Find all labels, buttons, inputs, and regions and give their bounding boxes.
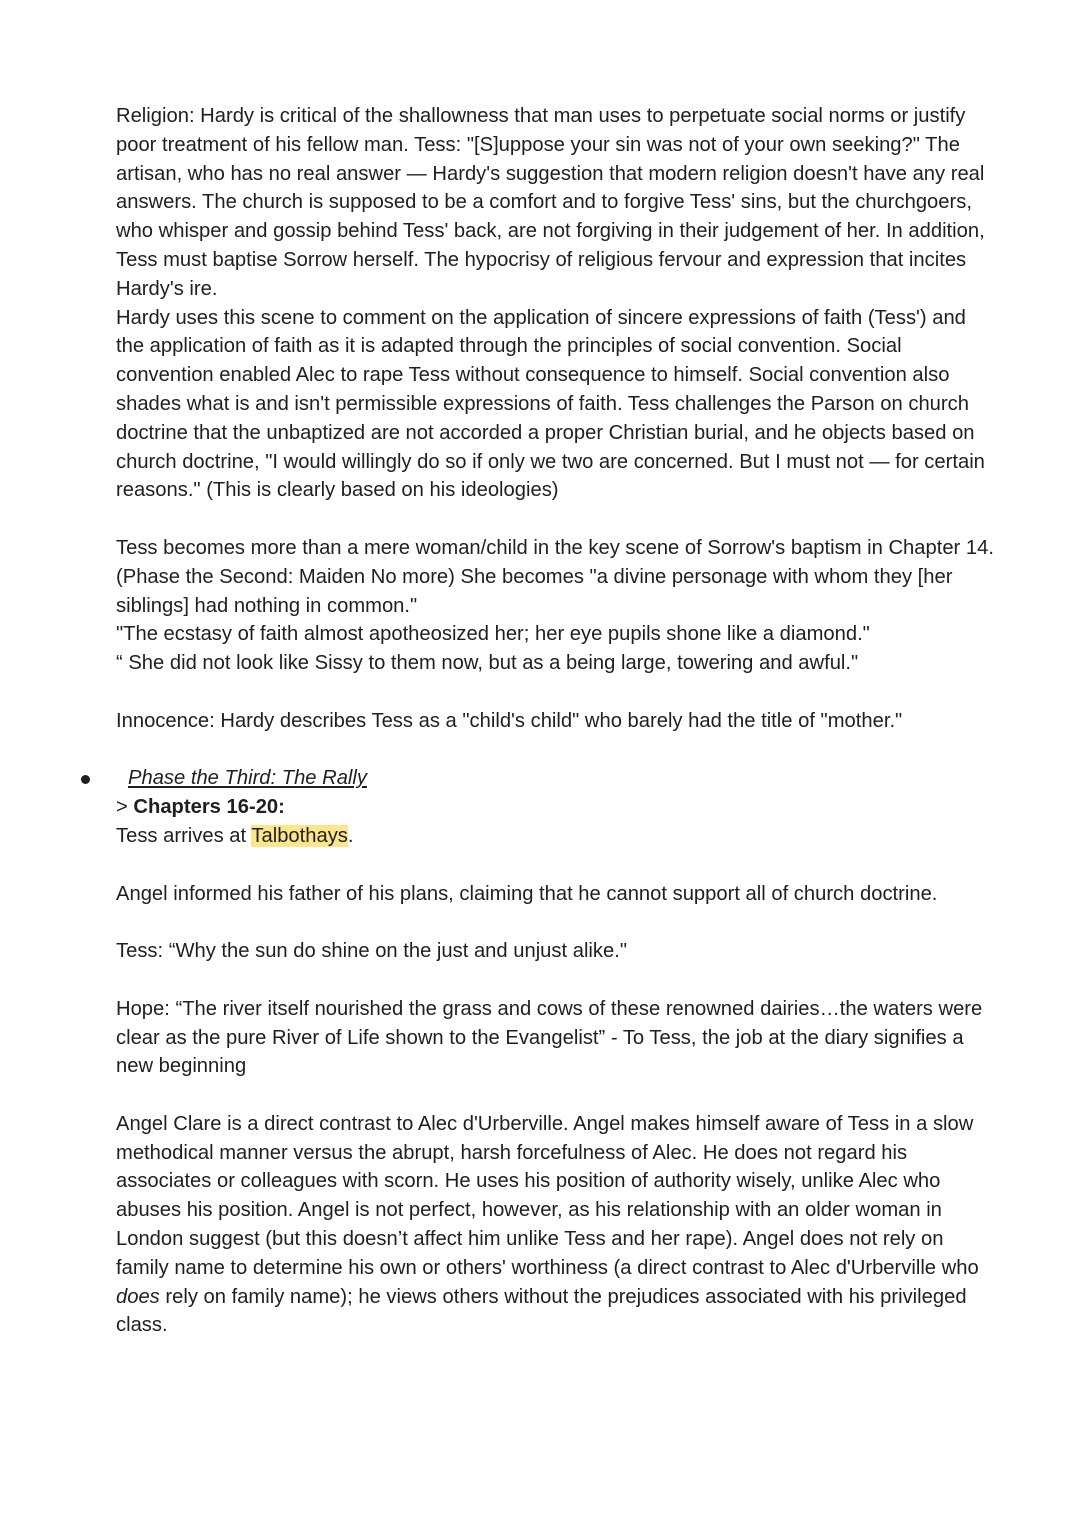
- hope-paragraph: Hope: “The river itself nourished the grass and cows of these renowned dairies…the waters were clear as the pure River of Life shown to the Evangelist” - To Tess, the job at the diary signifies a new beginning: [116, 997, 983, 1078]
- chapters-heading: [116, 793, 996, 822]
- talbothays-highlight: Talbothays: [251, 824, 348, 847]
- bullet-icon: [81, 775, 90, 784]
- phase-heading-link[interactable]: Phase the Third: The Rally: [128, 767, 367, 790]
- sissy-quote: “ She did not look like Sissy to them now, but as a being large, towering and awful.": [116, 652, 859, 675]
- emphasis-does: does: [116, 1285, 160, 1308]
- innocence-paragraph: Innocence: Hardy describes Tess as a "child's child" who barely had the title of "mother.": [116, 709, 903, 732]
- ecstasy-quote: "The ecstasy of faith almost apotheosized her; her eye pupils shone like a diamond.": [116, 623, 870, 646]
- arrival-text: Tess arrives at: [116, 824, 252, 847]
- tess-sun-quote: Tess: “Why the sun do shine on the just and unjust alike.": [116, 940, 628, 963]
- phase-list-item: [116, 764, 996, 793]
- angel-father-paragraph: Angel informed his father of his plans, claiming that he cannot support all of church doctrine.: [116, 882, 938, 905]
- arrival-period: .: [347, 824, 354, 847]
- angel-contrast-paragraph: [116, 1110, 996, 1340]
- spacer: [116, 1081, 996, 1110]
- angel-contrast-text-end: rely on family name); he views others without the prejudices associated with his privileged class.: [116, 1285, 967, 1337]
- spacer: [116, 966, 996, 995]
- spacer: [116, 736, 996, 765]
- social-convention-paragraph: Hardy uses this scene to comment on the application of sincere expressions of faith (Tess') and the application of faith as it is adapted through the principles of social convention. Social convention enabled Alec to rape Tess without consequence to himself. Social convention also shades what is and isn't permissible expressions of faith. Tess challenges the Parson on church doctrine that the unbaptized are not accorded a proper Christian burial, and he objects based on church doctrine, "I would willingly do so if only we two are concerned. But I must not — for certain reasons." (This is clearly based on his ideologies): [116, 306, 985, 502]
- angel-contrast-text: Angel Clare is a direct contrast to Alec d'Urberville. Angel makes himself aware of Tess in a slow methodical manner versus the abrupt, harsh forcefulness of Alec. He does not regard his associates or colleagues with scorn. He uses his position of authority wisely, unlike Alec who abuses his position. Angel is not perfect, however, as his relationship with an older woman in London suggest (but this doesn’t affect him unlike Tess and her rape). Angel does not rely on family name to determine his own or others' worthiness (a direct contrast to Alec d'Urberville who: [116, 1112, 979, 1279]
- spacer: [116, 908, 996, 937]
- arrival-line: [116, 822, 996, 851]
- chapters-prefix: >: [116, 796, 134, 819]
- spacer: [116, 678, 996, 707]
- religion-paragraph: Religion: Hardy is critical of the shallowness that man uses to perpetuate social norms or justify poor treatment of his fellow man. Tess: "[S]uppose your sin was not of your own seeking?" The artisan, who has no real answer — Hardy's suggestion that modern religion doesn't have any real answers. The church is supposed to be a comfort and to forgive Tess' sins, but the churchgoers, who whisper and gossip behind Tess' back, are not forgiving in their judgement of her. In addition, Tess must baptise Sorrow herself. The hypocrisy of religious fervour and expression that incites Hardy's ire.: [116, 105, 985, 300]
- baptism-paragraph: Tess becomes more than a mere woman/child in the key scene of Sorrow's baptism in Chapter 14. (Phase the Second: Maiden No more) She becomes "a divine personage with whom they [her siblings] had nothing in common.": [116, 536, 994, 617]
- spacer: [116, 505, 996, 534]
- chapters-label: Chapters 16-20:: [133, 796, 285, 819]
- spacer: [116, 851, 996, 880]
- document-body: [116, 102, 996, 1340]
